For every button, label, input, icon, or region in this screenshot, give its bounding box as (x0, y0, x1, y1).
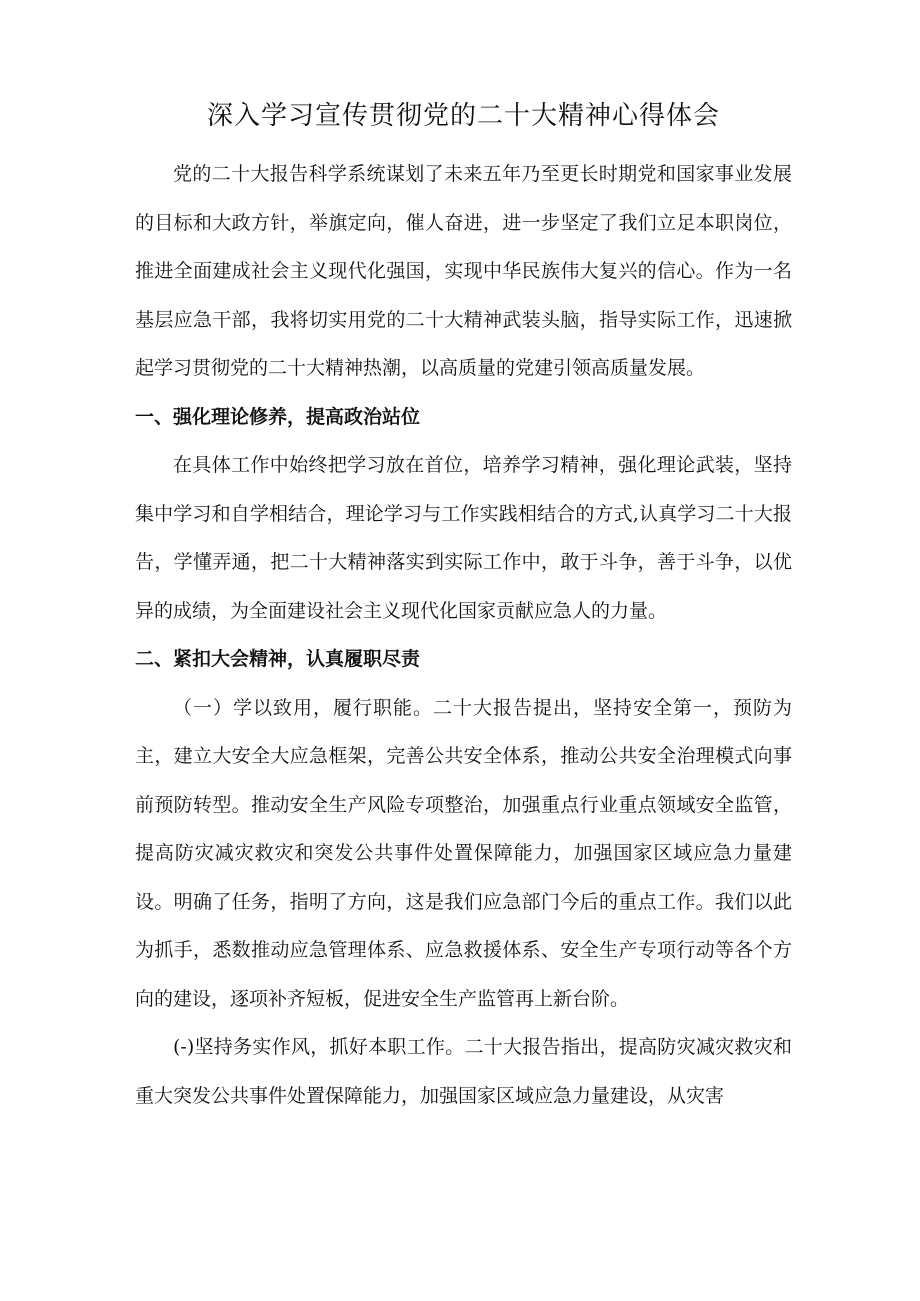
section-2-paragraph-2: (-)坚持务实作风，抓好本职工作。二十大报告指出，提高防灾减灾救灾和重大突发公共事件处置保障能力，加强国家区域应急力量建设，从灾害 (135, 1036, 792, 1107)
intro-paragraph: 党的二十大报告科学系统谋划了未来五年乃至更长时期党和国家事业发展的目标和大政方针，举旗定向，催人奋进，进一步坚定了我们立足本职岗位，推进全面建成社会主义现代化强国，实现中华民族伟大复兴的信心。作为一名基层应急干部，我将切实用党的二十大精神武装头脑，指导实际工作，迅速掀起学习贯彻党的二十大精神热潮，以高质量的党建引领高质量发展。 (135, 163, 792, 379)
section-1-heading: 一、强化理论修养，提高政治站位 (135, 405, 421, 428)
section-1-paragraph: 在具体工作中始终把学习放在首位，培养学习精神，强化理论武装，坚持集中学习和自学相结合，理论学习与工作实践相结合的方式,认真学习二十大报告，学懂弄通，把二十大精神落实到实际工作中，敢于斗争，善于斗争，以优异的成绩，为全面建设社会主义现代化国家贡献应急人的力量。 (135, 454, 792, 622)
section-2-heading: 二、紧扣大会精神，认真履职尽责 (135, 648, 421, 670)
section-2-paragraph-1: （一）学以致用，履行职能。二十大报告提出，坚持安全第一，预防为主，建立大安全大应急框架，完善公共安全体系，推动公共安全治理模式向事前预防转型。推动安全生产风险专项整治，加强重点行业重点领域安全监管，提高防灾减灾救灾和突发公共事件处置保障能力，加强国家区域应急力量建设。明确了任务，指明了方向，这是我们应急部门今后的重点工作。我们以此为抓手，悉数推动应急管理体系、应急救援体系、安全生产专项行动等各个方向的建设，逐项补齐短板，促进安全生产监管再上新台阶。 (135, 696, 792, 1010)
document-title: 深入学习宣传贯彻党的二十大精神心得体会 (206, 101, 720, 131)
